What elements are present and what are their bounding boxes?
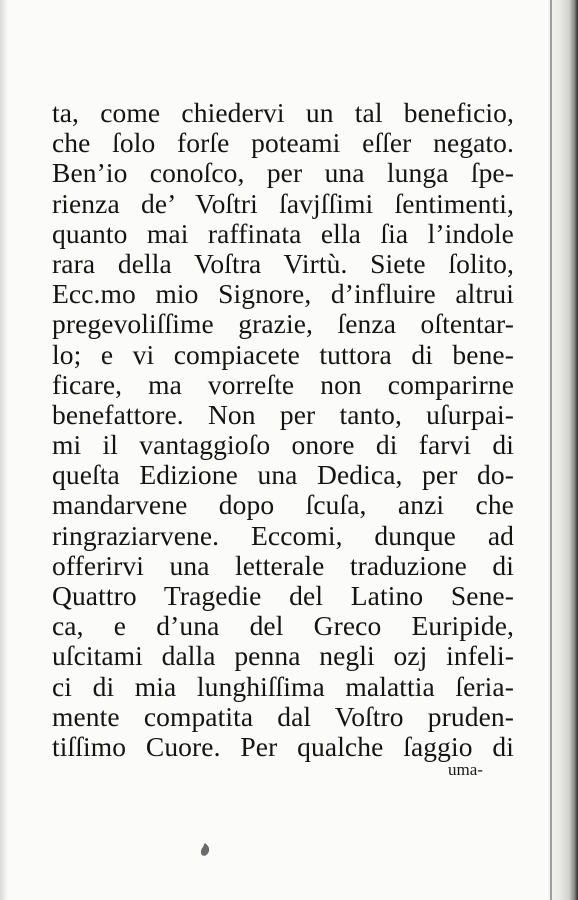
text-line: Quattro Tragedie del Latino Sene-	[52, 580, 514, 611]
ink-spot	[198, 842, 212, 858]
text-line: lo; e vi compiacete tuttora di bene-	[52, 338, 514, 370]
text-line: pregevoliſſime grazie, ſenza oſtentar-	[52, 308, 514, 340]
text-line: ficare, ma vorreſte non comparirne	[52, 368, 514, 400]
text-line: ta, come chiedervi un tal beneficio,	[52, 97, 514, 128]
page-gutter-shadow	[0, 0, 8, 900]
text-line: mente compatita dal Voſtro pruden-	[52, 700, 514, 732]
text-line: ci di mia lunghiſſima malattia ſeria-	[52, 670, 514, 702]
text-line: rienza de’ Voſtri ſavjſſimi ſentimenti,	[52, 187, 514, 219]
text-line: benefattore. Non per tanto, uſurpai-	[52, 398, 514, 430]
text-line: tiſſimo Cuore. Per qualche ſaggio di	[52, 730, 514, 762]
text-line: Ecc.mo mio Signore, d’influire altrui	[52, 278, 514, 310]
text-line: Ben’io conoſco, per una lunga ſpe-	[52, 157, 514, 189]
page-edge-shadow	[548, 0, 578, 900]
text-line: mi il vantaggioſo onore di farvi di	[52, 429, 514, 461]
page-edge-line	[550, 0, 552, 900]
text-line: offerirvi una letterale traduzione di	[52, 549, 514, 581]
text-line: che ſolo forſe poteami eſſer negato.	[52, 127, 514, 159]
text-line: uſcitami dalla penna negli ozj infeli-	[52, 640, 514, 672]
text-line: ringraziarvene. Eccomi, dunque ad	[52, 519, 514, 551]
text-line: queſta Edizione una Dedica, per do-	[52, 459, 514, 491]
catchword: uma-	[448, 760, 483, 779]
text-line: rara della Voſtra Virtù. Siete ſolito,	[52, 247, 514, 279]
text-line: ca, e d’una del Greco Euripide,	[52, 610, 514, 642]
body-text	[52, 98, 514, 762]
text-line: mandarvene dopo ſcuſa, anzi che	[52, 489, 514, 521]
text-line: quanto mai raffinata ella ſia l’indole	[52, 217, 514, 249]
